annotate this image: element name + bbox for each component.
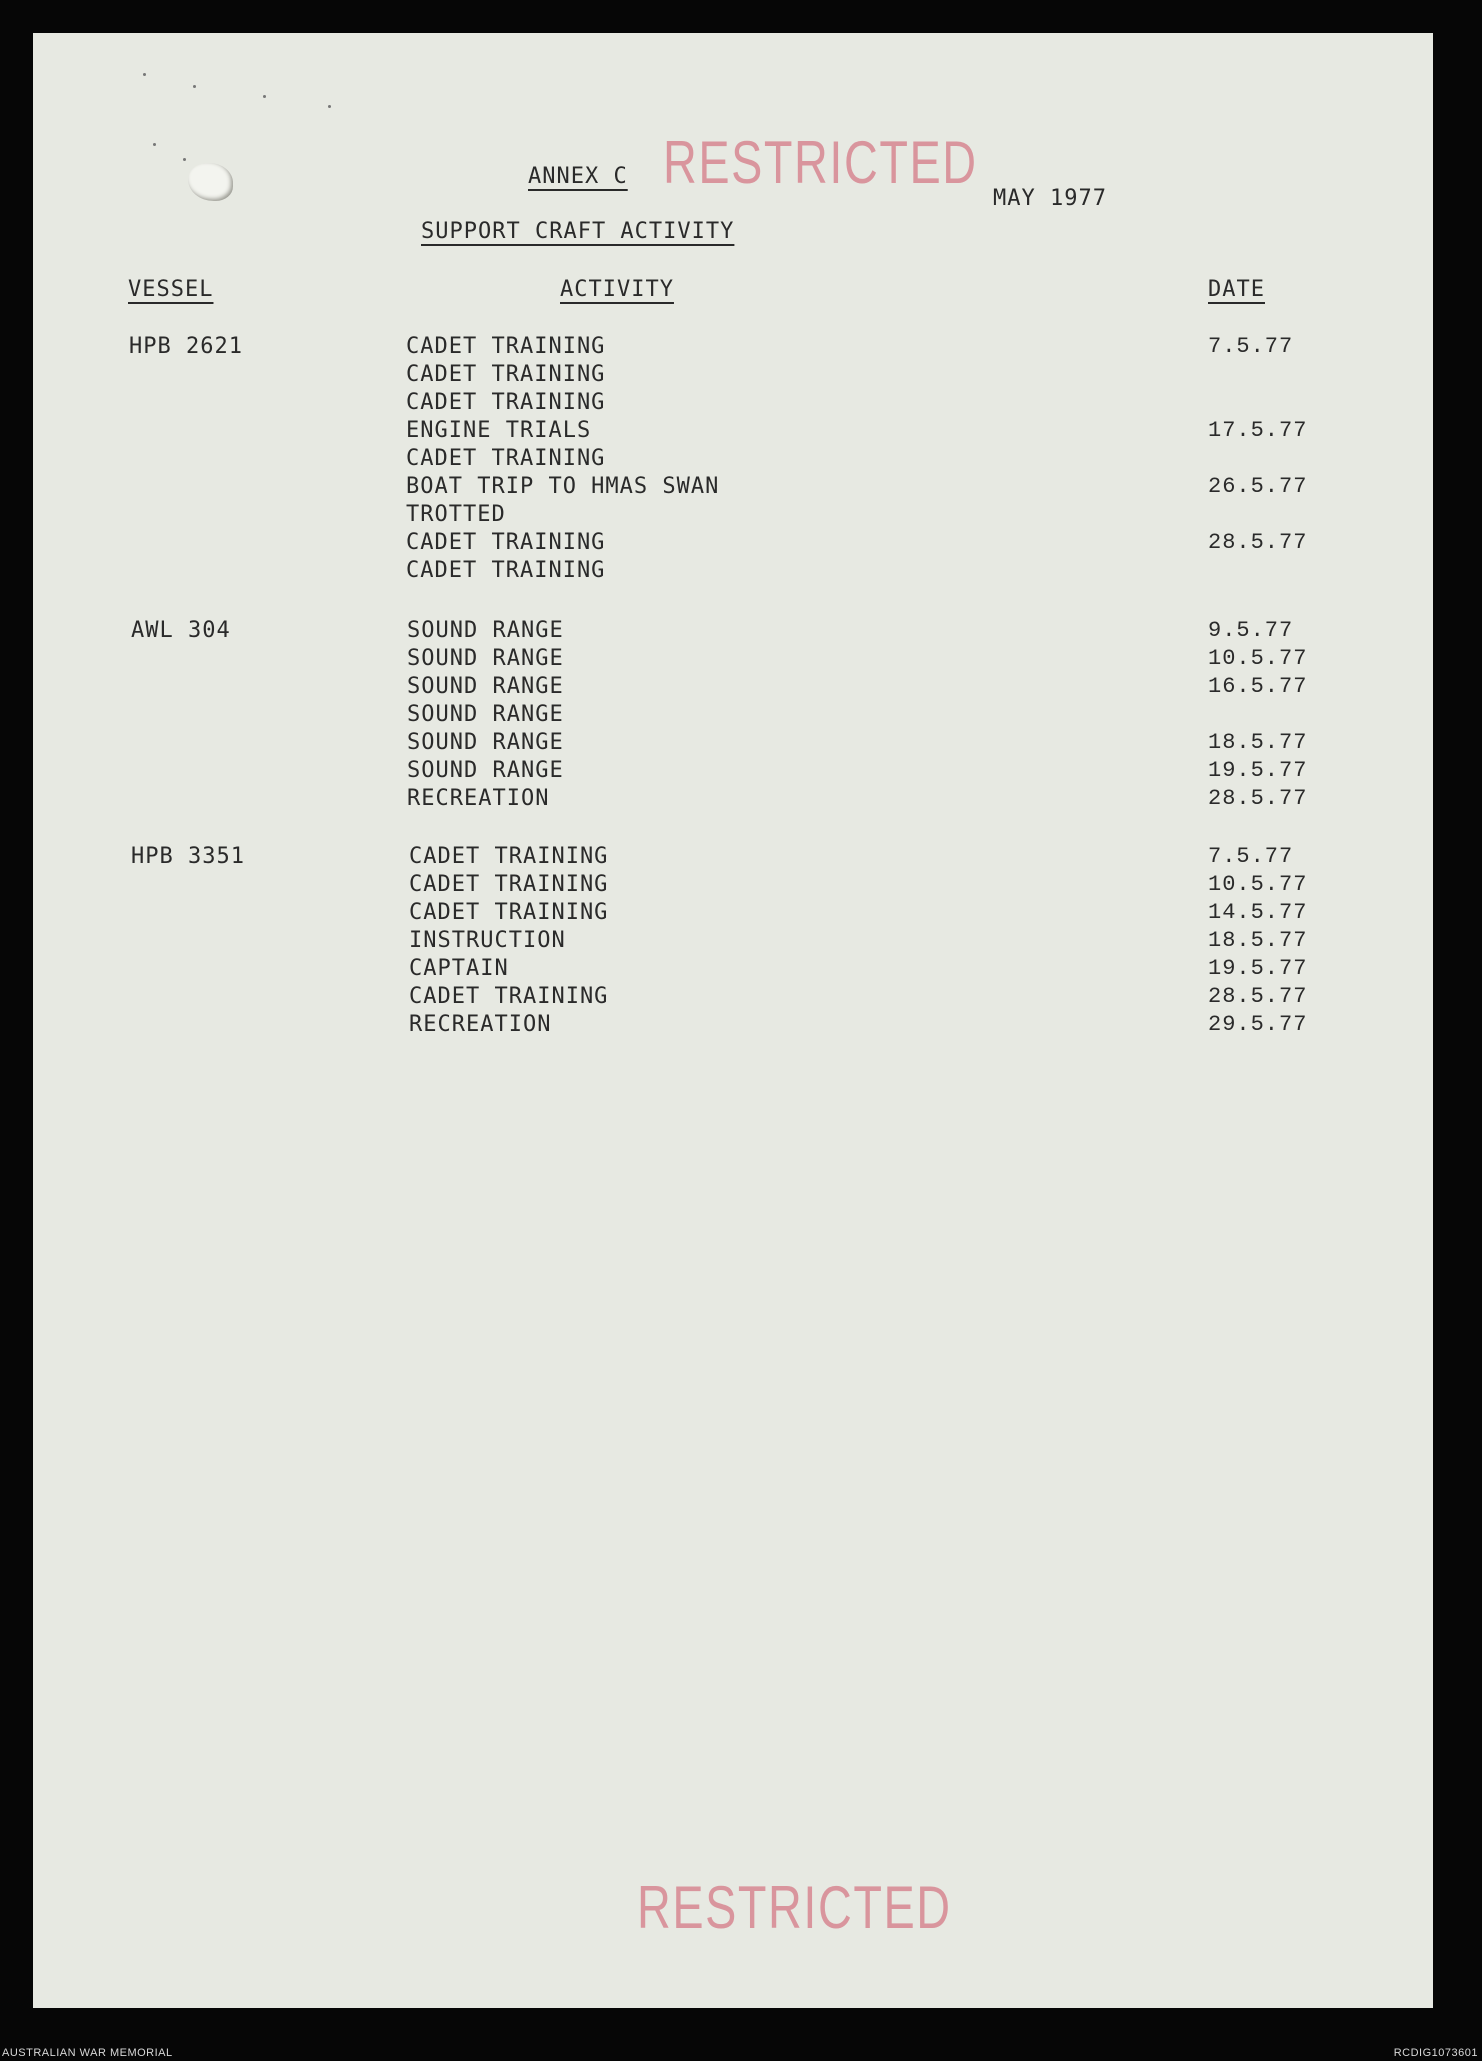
vessel-name: HPB 2621 xyxy=(129,334,243,359)
activity-cell: CAPTAIN xyxy=(409,956,509,981)
activity-cell: CADET TRAINING xyxy=(409,984,609,1009)
activity-cell: CADET TRAINING xyxy=(406,530,606,555)
activity-cell: SOUND RANGE xyxy=(407,646,564,671)
activity-cell: CADET TRAINING xyxy=(409,900,609,925)
paper-speck xyxy=(193,85,196,88)
date-cell: 28.5.77 xyxy=(1208,984,1308,1009)
vessel-name: AWL 304 xyxy=(131,618,231,643)
footer-record-id: RCDIG1073601 xyxy=(1393,2047,1478,2059)
document-date: MAY 1977 xyxy=(993,186,1107,211)
paper-speck xyxy=(263,95,266,98)
activity-cell: CADET TRAINING xyxy=(409,844,609,869)
staple-mark xyxy=(188,163,233,201)
activity-cell: CADET TRAINING xyxy=(406,362,606,387)
activity-cell: SOUND RANGE xyxy=(407,618,564,643)
activity-cell: SOUND RANGE xyxy=(407,758,564,783)
page-title: SUPPORT CRAFT ACTIVITY xyxy=(421,219,735,244)
column-header-vessel: VESSEL xyxy=(128,277,214,302)
date-cell: 17.5.77 xyxy=(1208,418,1308,443)
paper-speck xyxy=(153,143,156,146)
document-page xyxy=(33,33,1433,2008)
activity-cell: CADET TRAINING xyxy=(406,390,606,415)
date-cell: 18.5.77 xyxy=(1208,928,1308,953)
footer-credit: AUSTRALIAN WAR MEMORIAL xyxy=(2,2047,173,2059)
activity-cell: CADET TRAINING xyxy=(406,446,606,471)
activity-cell: TROTTED xyxy=(406,502,506,527)
activity-cell: CADET TRAINING xyxy=(406,334,606,359)
restricted-stamp-bottom: RESTRICTED xyxy=(637,1874,952,1941)
paper-speck xyxy=(328,105,331,108)
paper-speck xyxy=(183,158,186,161)
date-cell: 26.5.77 xyxy=(1208,474,1308,499)
activity-cell: INSTRUCTION xyxy=(409,928,566,953)
date-cell: 7.5.77 xyxy=(1208,844,1294,869)
date-cell: 14.5.77 xyxy=(1208,900,1308,925)
date-cell: 10.5.77 xyxy=(1208,646,1308,671)
activity-cell: RECREATION xyxy=(407,786,550,811)
activity-cell: CADET TRAINING xyxy=(409,872,609,897)
activity-cell: SOUND RANGE xyxy=(407,674,564,699)
activity-cell: CADET TRAINING xyxy=(406,558,606,583)
date-cell: 7.5.77 xyxy=(1208,334,1294,359)
column-header-activity: ACTIVITY xyxy=(560,277,674,302)
date-cell: 10.5.77 xyxy=(1208,872,1308,897)
activity-cell: BOAT TRIP TO HMAS SWAN xyxy=(406,474,720,499)
date-cell: 9.5.77 xyxy=(1208,618,1294,643)
activity-cell: RECREATION xyxy=(409,1012,552,1037)
activity-cell: SOUND RANGE xyxy=(407,730,564,755)
activity-cell: SOUND RANGE xyxy=(407,702,564,727)
date-cell: 18.5.77 xyxy=(1208,730,1308,755)
date-cell: 19.5.77 xyxy=(1208,758,1308,783)
restricted-stamp-top: RESTRICTED xyxy=(663,129,978,196)
paper-speck xyxy=(143,73,146,76)
activity-cell: ENGINE TRIALS xyxy=(406,418,592,443)
date-cell: 16.5.77 xyxy=(1208,674,1308,699)
column-header-date: DATE xyxy=(1208,277,1265,302)
date-cell: 29.5.77 xyxy=(1208,1012,1308,1037)
vessel-name: HPB 3351 xyxy=(131,844,245,869)
date-cell: 19.5.77 xyxy=(1208,956,1308,981)
date-cell: 28.5.77 xyxy=(1208,530,1308,555)
annex-label: ANNEX C xyxy=(528,164,628,189)
date-cell: 28.5.77 xyxy=(1208,786,1308,811)
